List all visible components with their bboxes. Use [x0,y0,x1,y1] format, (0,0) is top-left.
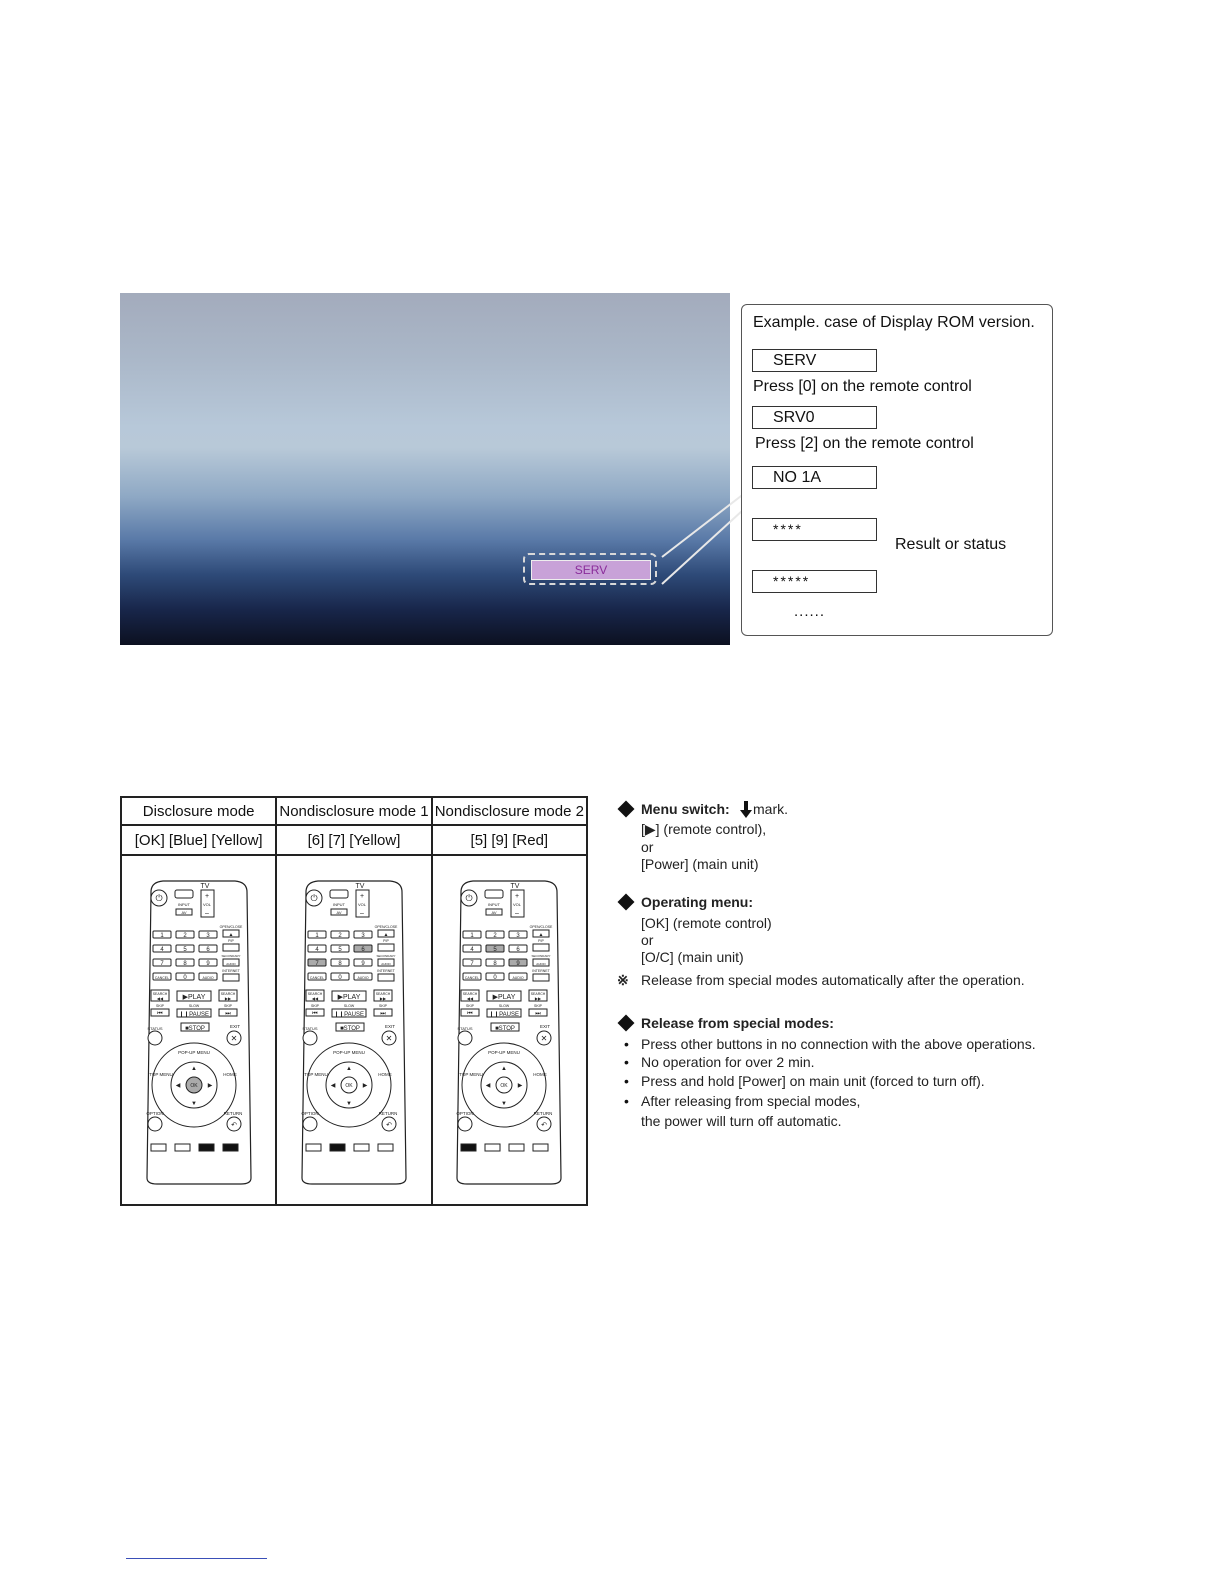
skip-fwd-label: SKIP [534,1004,543,1008]
number-key-label: CANCEL [154,976,169,980]
color-button [306,1144,321,1151]
diamond-bullet-icon [618,1015,635,1032]
search-fwd-label: SEARCH [375,992,391,996]
number-key-label: 2 [182,933,187,939]
input-label: INPUT [177,902,190,907]
av-label: AV [491,910,497,915]
forward-icon: ▶▶ [224,996,231,1001]
exit-icon: ✕ [230,1034,238,1043]
tv-power-button [330,890,348,898]
search-fwd-label: SEARCH [220,992,235,996]
return-label: RETURN [223,1111,243,1116]
down-arrow-icon: ▼ [346,1101,352,1107]
return-label: RETURN [533,1111,553,1116]
status-label: STATUS [302,1026,318,1031]
mode-keys-nondisclosure-1: [6] [7] [Yellow] [276,825,431,855]
remote-control-drawing [296,878,412,1188]
open-close-label: OPEN/CLOSE [219,925,243,929]
number-key-label: 3 [205,933,210,939]
skip-fwd-label: SKIP [223,1004,232,1008]
home-label: HOME [222,1072,237,1077]
number-key-label: 6 [516,947,520,953]
exit-label: EXIT [229,1024,240,1029]
diamond-bullet-icon [618,894,635,911]
skip-back-icon: ⏮ [312,1011,318,1017]
open-close-label: OPEN/CLOSE [529,925,553,929]
color-button [199,1144,214,1151]
tv-label: TV [510,883,520,890]
return-icon: ↶ [230,1122,237,1129]
up-arrow-icon: ▲ [190,1066,197,1072]
secondary-label: SECONDARY [531,954,551,958]
vol-minus: – [204,910,209,917]
number-key-label: 7 [470,961,474,967]
release-item-3: Press and hold [Power] on main unit (forced to turn off). [641,1073,985,1089]
search-back-label: SEARCH [307,992,323,996]
number-key-label: 7 [315,961,319,967]
vol-label: VOL [202,902,211,907]
top-menu-label: TOP MENU [304,1072,328,1077]
status-box-srv0: SRV0 [752,406,877,429]
rewind-icon: ◀◀ [156,996,163,1001]
pip-label: PIP [383,939,389,943]
right-arrow-icon: ▶ [207,1083,212,1089]
home-label: HOME [378,1072,392,1077]
number-key-label: AUDIO [202,976,214,980]
release-item-4: After releasing from special modes, [641,1093,861,1109]
osd-serv-display: SERV [531,560,651,580]
skip-fwd-icon: ⏭ [380,1011,386,1017]
search-fwd-label: SEARCH [531,992,546,996]
down-arrow-icon: ▼ [501,1101,508,1107]
vol-label: VOL [357,902,366,907]
remote-nondisclosure-2 [432,855,587,1205]
number-key-label: 6 [361,947,365,953]
internet-button [223,974,239,981]
tv-label: TV [200,883,210,890]
pip-button [533,944,549,951]
status-button [458,1031,472,1045]
bullet-dot: • [624,1036,629,1052]
number-key-label: 6 [205,947,210,953]
step2-instruction: Press [2] on the remote control [755,435,974,452]
power-symbol: ⏻ [310,893,318,903]
tv-power-button [175,890,193,898]
step1-instruction: Press [0] on the remote control [753,378,972,395]
bullet-dot: • [624,1054,629,1070]
skip-back-icon: ⏮ [156,1011,163,1017]
color-button [533,1144,548,1151]
number-key-label: CANCEL [465,976,480,980]
skip-fwd-label: SKIP [378,1004,387,1008]
number-key-label: 1 [315,933,319,939]
number-key-label: 9 [516,961,520,967]
vol-label: VOL [513,902,522,907]
option-label: OPTION [456,1111,474,1116]
return-icon: ↶ [541,1122,548,1129]
pip-button [378,944,394,951]
number-key-label: 8 [182,961,187,967]
mode-header-disclosure: Disclosure mode [121,797,276,825]
right-arrow-icon: ▶ [362,1083,368,1089]
skip-fwd-icon: ⏭ [535,1011,542,1017]
left-arrow-icon: ◀ [175,1083,180,1089]
eject-icon: ▲ [538,932,544,938]
mode-keys-nondisclosure-2: [5] [9] [Red] [432,825,587,855]
pip-label: PIP [227,939,234,943]
forward-icon: ▶▶ [535,996,542,1001]
number-key-label: 0 [182,975,187,981]
skip-back-icon: ⏮ [467,1011,474,1017]
number-key-label: 2 [493,933,497,939]
menu-switch-or: or [641,839,654,855]
popup-menu-label: POP-UP MENU [177,1050,210,1055]
top-menu-label: TOP MENU [148,1072,173,1077]
vol-plus: + [204,893,209,900]
number-key-label: AUDIO [357,976,369,980]
number-key-label: 3 [361,933,365,939]
release-item-2: No operation for over 2 min. [641,1054,815,1070]
number-key-label: 7 [159,961,164,967]
color-button [175,1144,190,1151]
number-key-label: CANCEL [309,976,325,980]
exit-label: EXIT [540,1024,551,1029]
slow-label: SLOW [188,1004,199,1008]
pip-label: PIP [538,939,545,943]
return-icon: ↶ [386,1122,392,1129]
vol-minus: – [360,910,364,917]
internet-label: INTERNET [221,969,240,973]
skip-back-label: SKIP [155,1004,164,1008]
rewind-icon: ◀◀ [467,996,474,1001]
right-arrow-icon: ▶ [518,1083,523,1089]
secondary-label: SECONDARY [376,954,396,958]
internet-label: INTERNET [532,969,551,973]
status-button [148,1031,162,1045]
bullet-dot: • [624,1093,629,1109]
auto-release-note: Release from special modes automatically after the operation. [641,972,1025,988]
pause-label: ❙❙PAUSE [489,1012,520,1018]
remote-control-drawing [451,878,567,1188]
secondary-audio-label: AUDIO [225,962,236,966]
play-label: ▶PLAY [492,994,516,1001]
stop-label: ■STOP [184,1026,205,1032]
up-arrow-icon: ▲ [346,1066,352,1072]
pause-label: ❙❙PAUSE [178,1012,209,1018]
stop-label: ■STOP [340,1026,360,1032]
skip-fwd-icon: ⏭ [224,1011,231,1017]
result-box-1: NO 1A [752,466,877,489]
option-button [148,1117,162,1131]
option-button [458,1117,472,1131]
tv-power-button [485,890,503,898]
menu-switch-suffix: mark. [753,801,788,817]
skip-back-label: SKIP [466,1004,475,1008]
av-label: AV [336,910,342,915]
status-button [303,1031,317,1045]
osd-highlight-frame [523,553,657,585]
up-arrow-icon: ▲ [501,1066,508,1072]
popup-menu-label: POP-UP MENU [488,1050,521,1055]
down-arrow-icon: ▼ [190,1101,197,1107]
example-title: Example. case of Display ROM version. [753,314,1035,331]
number-key-label: 5 [493,947,497,953]
operating-menu-title: Operating menu: [641,894,754,910]
color-button [223,1144,238,1151]
pip-button [223,944,239,951]
reference-mark-icon: ※ [617,972,629,988]
stop-label: ■STOP [495,1026,516,1032]
exit-label: EXIT [384,1024,395,1029]
remote-nondisclosure-1 [276,855,431,1205]
number-key-label: 0 [338,975,342,981]
color-button [354,1144,369,1151]
number-key-label: 5 [338,947,342,953]
ok-label: OK [190,1083,198,1089]
play-label: ▶PLAY [182,994,206,1001]
tv-label: TV [355,883,365,890]
remote-disclosure [121,855,276,1205]
release-item-4-continuation: the power will turn off automatic. [641,1113,842,1129]
status-label: STATUS [457,1026,473,1031]
mode-header-nondisclosure-1: Nondisclosure mode 1 [276,797,431,825]
internet-label: INTERNET [377,969,395,973]
search-back-label: SEARCH [463,992,478,996]
vol-plus: + [515,893,520,900]
menu-switch-main-unit: [Power] (main unit) [641,856,759,872]
number-key-label: 1 [159,933,164,939]
ok-label: OK [345,1083,353,1089]
result-box-2: **** [752,518,877,541]
ok-label: OK [500,1083,508,1089]
rewind-icon: ◀◀ [311,996,319,1001]
footer-rule [126,1558,267,1559]
av-label: AV [181,910,187,915]
number-key-label: 9 [361,961,365,967]
release-title: Release from special modes: [641,1015,834,1031]
secondary-audio-label: AUDIO [536,962,547,966]
result-label: Result or status [895,536,1007,553]
power-symbol: ⏻ [465,893,473,903]
mode-header-nondisclosure-2: Nondisclosure mode 2 [432,797,587,825]
color-button [378,1144,393,1151]
bullet-dot: • [624,1073,629,1089]
status-box-serv: SERV [752,349,877,372]
play-label: ▶PLAY [337,994,361,1001]
eject-icon: ▲ [228,932,234,938]
vol-minus: – [515,910,520,917]
pause-label: ❙❙PAUSE [334,1012,364,1018]
number-key-label: AUDIO [512,976,524,980]
slow-label: SLOW [499,1004,510,1008]
number-key-label: 4 [159,947,164,953]
menu-switch-title: Menu switch: [641,801,730,817]
number-key-label: 8 [493,961,497,967]
option-label: OPTION [301,1111,319,1116]
exit-icon: ✕ [385,1034,393,1043]
number-key-label: 4 [470,947,474,953]
color-button [151,1144,166,1151]
diamond-bullet-icon [618,801,635,818]
color-button [485,1144,500,1151]
color-button [509,1144,524,1151]
number-key-label: 5 [182,947,187,953]
left-arrow-icon: ◀ [330,1083,336,1089]
remote-control-drawing [141,878,257,1188]
number-key-label: 2 [338,933,342,939]
menu-switch-remote: [▶] (remote control), [641,821,767,837]
open-close-label: OPEN/CLOSE [374,925,398,929]
number-key-label: 4 [315,947,319,953]
top-menu-label: TOP MENU [459,1072,484,1077]
operating-or: or [641,932,654,948]
eject-icon: ▲ [383,932,389,938]
number-key-label: 3 [516,933,520,939]
secondary-label: SECONDARY [221,954,241,958]
color-button [330,1144,345,1151]
exit-icon: ✕ [540,1034,548,1043]
number-key-label: 9 [205,961,210,967]
result-box-3: ***** [752,570,877,593]
mode-table [120,796,588,1206]
mode-keys-disclosure: [OK] [Blue] [Yellow] [121,825,276,855]
return-label: RETURN [378,1111,398,1116]
skip-back-label: SKIP [310,1004,319,1008]
home-label: HOME [533,1072,548,1077]
down-arrow-icon [740,801,752,818]
number-key-label: 1 [470,933,474,939]
search-back-label: SEARCH [152,992,167,996]
popup-menu-label: POP-UP MENU [333,1050,365,1055]
color-button [461,1144,476,1151]
forward-icon: ▶▶ [379,996,387,1001]
status-label: STATUS [147,1026,163,1031]
vol-plus: + [359,893,365,900]
slow-label: SLOW [343,1004,355,1008]
result-ellipsis: ...... [794,603,826,620]
number-key-label: 8 [338,961,342,967]
secondary-audio-label: AUDIO [381,962,391,966]
number-key-label: 0 [493,975,497,981]
option-button [303,1117,317,1131]
operating-remote: [OK] (remote control) [641,915,772,931]
input-label: INPUT [488,902,501,907]
operating-main-unit: [O/C] (main unit) [641,949,744,965]
power-symbol: ⏻ [155,893,163,903]
left-arrow-icon: ◀ [486,1083,491,1089]
example-panel [741,304,1053,636]
release-item-1: Press other buttons in no connection with the above operations. [641,1036,1036,1052]
internet-button [378,974,394,981]
tv-screen-image [120,293,730,645]
input-label: INPUT [332,902,345,907]
internet-button [533,974,549,981]
option-label: OPTION [146,1111,164,1116]
